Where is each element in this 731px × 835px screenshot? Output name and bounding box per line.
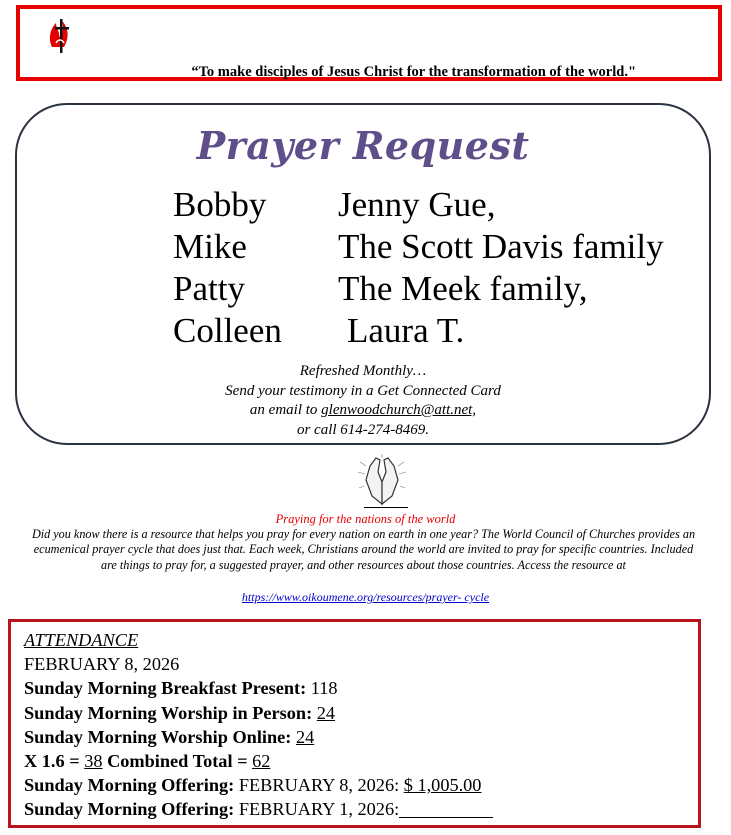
prayer-names-list [17, 184, 709, 352]
attendance-heading: ATTENDANCE [24, 630, 139, 650]
breakfast-line [24, 676, 493, 700]
prayer-contact-info [17, 362, 709, 440]
prayer-name-right: Laura T. [347, 311, 465, 350]
call-line: or call 614-274-8469. [296, 421, 430, 438]
offering-line-1 [24, 773, 493, 797]
prayer-request-title: Prayer Request [196, 123, 530, 168]
prayer-name-left: Bobby [173, 185, 267, 224]
offering-label: Sunday Morning Offering: [24, 775, 235, 796]
cross-and-flame-logo-icon [46, 17, 72, 55]
offering-date-1: FEBRUARY 8, 2026: [238, 775, 400, 796]
prayer-name-left: Mike [173, 227, 247, 266]
prayer-name-right: The Meek family, [338, 269, 588, 308]
mission-motto: “To make disciples of Jesus Christ for the transformation of the world." [191, 64, 636, 80]
online-label: Sunday Morning Worship Online: [24, 726, 292, 747]
prayer-name-right: The Scott Davis family [338, 227, 664, 266]
multiplier-value: 38 [84, 751, 103, 772]
combined-line [24, 749, 493, 773]
combined-label: Combined Total = [107, 751, 248, 772]
prayer-name-left: Patty [173, 269, 245, 308]
prayer-request-box [15, 103, 711, 445]
breakfast-label: Sunday Morning Breakfast Present: [24, 678, 307, 699]
email-link[interactable]: glenwoodchurch@att.net, [321, 402, 477, 418]
in-person-line [24, 701, 493, 725]
nations-title: Praying for the nations of the world [275, 512, 456, 526]
offering-date-2: FEBRUARY 1, 2026: [238, 799, 400, 820]
offering-value-1: $ 1,005.00 [403, 775, 482, 796]
online-value: 24 [295, 726, 315, 747]
combined-value: 62 [252, 751, 271, 772]
email-line [17, 401, 709, 421]
in-person-value: 24 [316, 702, 336, 723]
image-underline [364, 507, 408, 508]
attendance-box [8, 619, 701, 828]
prayer-name-right: Jenny Gue, [338, 185, 496, 224]
offering-line-2 [24, 797, 493, 821]
prayer-name-row [17, 226, 709, 268]
multiplier-label: X 1.6 = [24, 751, 80, 772]
offering-blank-field [399, 799, 493, 818]
refreshed-note: Refreshed Monthly… [299, 363, 427, 379]
in-person-label: Sunday Morning Worship in Person: [24, 702, 313, 723]
praying-hands-icon [356, 452, 408, 508]
attendance-date: FEBRUARY 8, 2026 [24, 654, 180, 675]
email-prefix: an email to [249, 402, 322, 418]
online-line [24, 725, 493, 749]
prayer-name-row [17, 310, 709, 352]
offering-label: Sunday Morning Offering: [24, 799, 235, 820]
breakfast-value: 118 [310, 678, 338, 699]
nations-description: Did you know there is a resource that helps you pray for every nation on earth in one year? The World Council of Churches provides an ecumenical prayer cycle that does just that. Each week, Christians around the world are invited to pray for specific countries. Included are things to pray for, a suggested prayer, and other resources about those countries. Access the resource at [31, 527, 696, 572]
prayer-name-row [17, 268, 709, 310]
motto-banner [16, 5, 722, 81]
attendance-lines [24, 628, 493, 822]
prayer-name-left: Colleen [173, 311, 282, 350]
send-testimony-line: Send your testimony in a Get Connected Card [225, 382, 501, 399]
prayer-cycle-link[interactable]: https://www.oikoumene.org/resources/prayer- cycle [241, 590, 490, 604]
prayer-name-row [17, 184, 709, 226]
